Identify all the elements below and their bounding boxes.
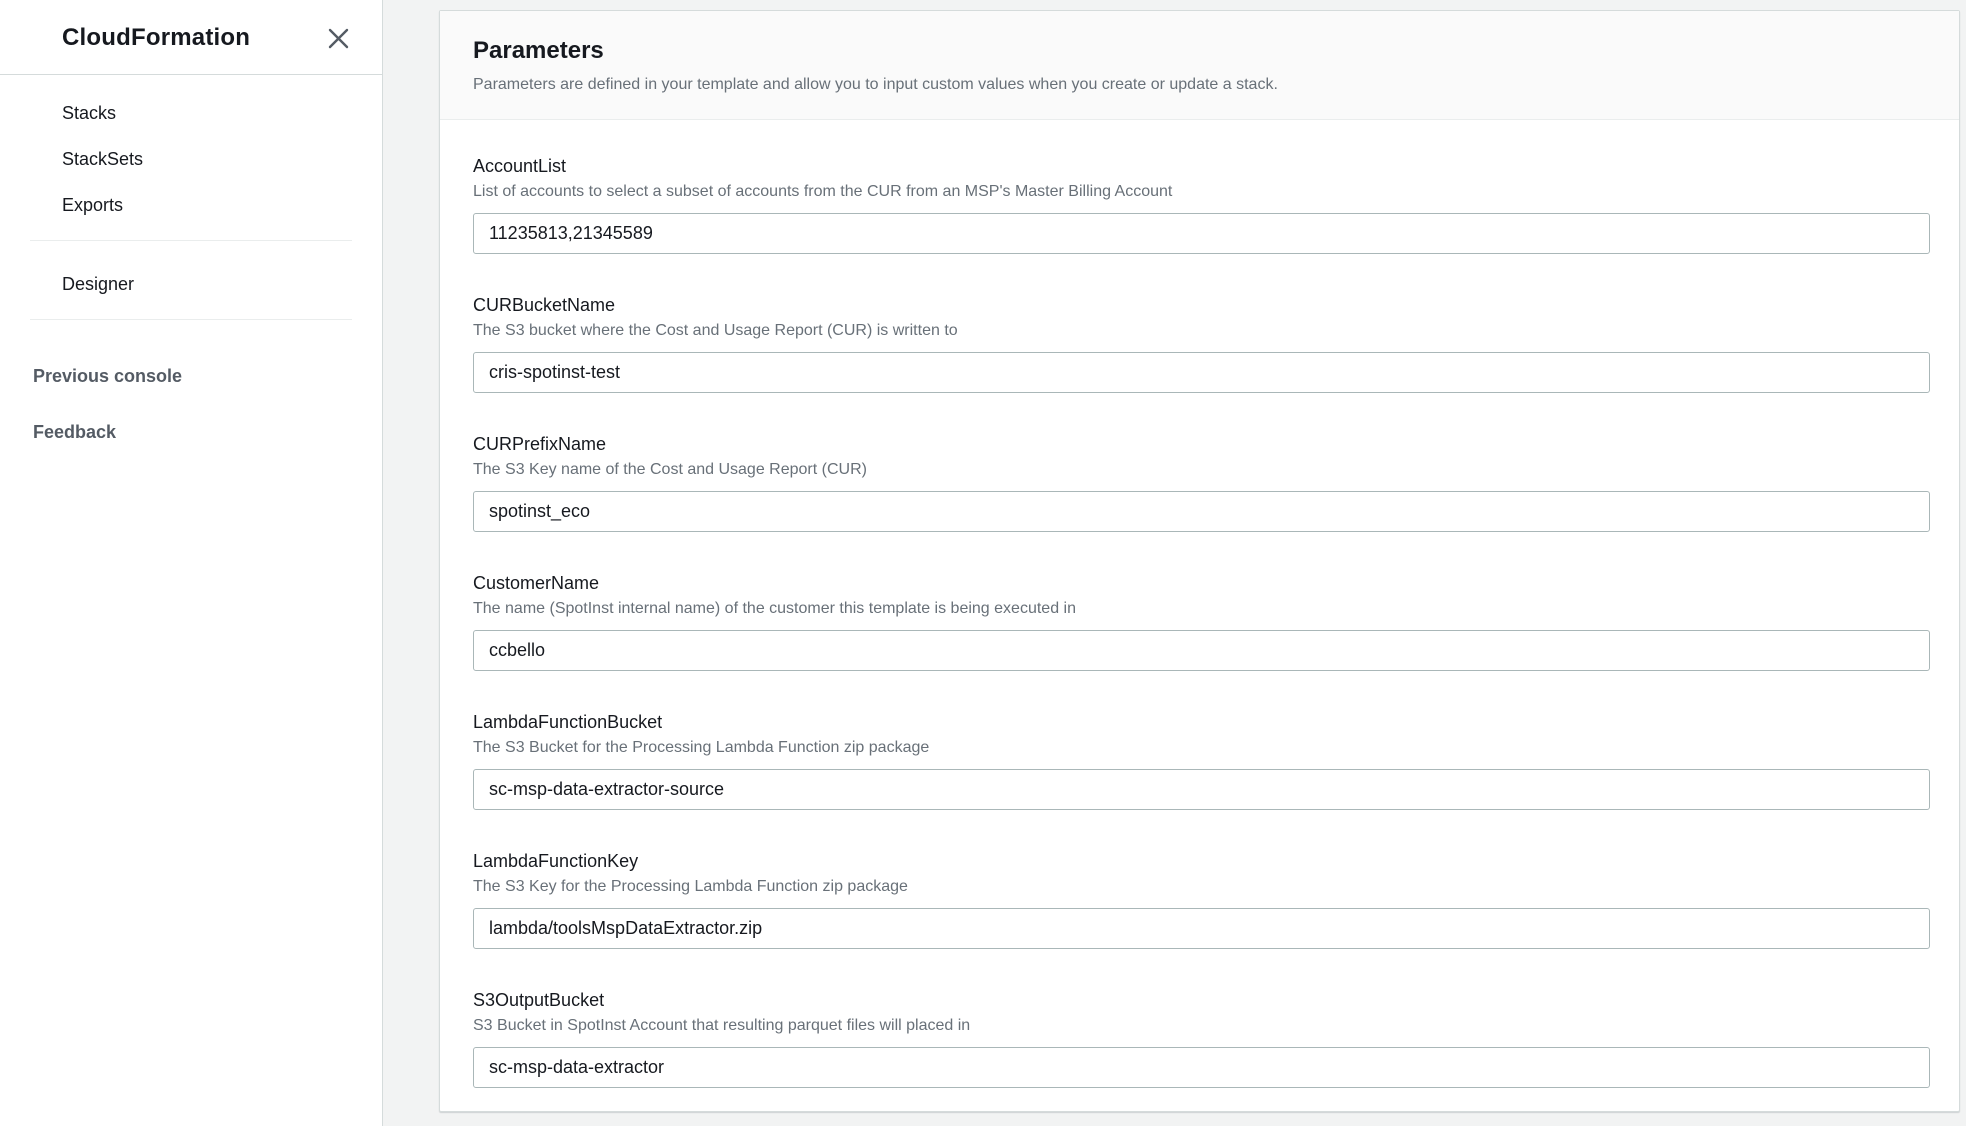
- page-title: Parameters: [473, 37, 604, 64]
- sidebar-divider: [30, 319, 352, 320]
- sidebar-item-stacks[interactable]: Stacks: [62, 103, 117, 123]
- accountlist-input[interactable]: [473, 213, 1930, 254]
- field-description: The S3 bucket where the Cost and Usage Report (CUR) is written to: [473, 322, 958, 339]
- field-description: The S3 Key for the Processing Lambda Function zip package: [473, 878, 908, 895]
- lambdafunctionkey-input[interactable]: [473, 908, 1930, 949]
- sidebar-title: CloudFormation: [62, 24, 251, 51]
- close-icon: [327, 38, 350, 53]
- field-lambdafunctionbucket: [473, 711, 1930, 810]
- sidebar-item-designer[interactable]: Designer: [62, 274, 135, 294]
- curprefixname-input[interactable]: [473, 491, 1930, 532]
- field-label: CURBucketName: [473, 295, 616, 315]
- sidebar-divider: [30, 240, 352, 241]
- s3outputbucket-input[interactable]: [473, 1047, 1930, 1088]
- field-label: LambdaFunctionKey: [473, 851, 639, 871]
- field-curbucketname: [473, 294, 1930, 393]
- field-description: The S3 Bucket for the Processing Lambda Function zip package: [473, 739, 930, 756]
- field-label: S3OutputBucket: [473, 990, 605, 1010]
- sidebar-item-stacksets[interactable]: StackSets: [62, 149, 144, 169]
- field-description: S3 Bucket in SpotInst Account that resulting parquet files will placed in: [473, 1017, 971, 1034]
- field-description: List of accounts to select a subset of accounts from the CUR from an MSP's Master Billing Account: [473, 183, 1173, 200]
- sidebar-item-feedback[interactable]: Feedback: [33, 422, 117, 442]
- parameters-panel: [439, 10, 1960, 1112]
- sidebar-header: [0, 0, 382, 74]
- field-label: CustomerName: [473, 573, 600, 593]
- field-accountlist: [473, 155, 1930, 254]
- parameters-panel-header: [440, 11, 1959, 120]
- field-s3outputbucket: [473, 989, 1930, 1088]
- field-description: The name (SpotInst internal name) of the customer this template is being executed in: [473, 600, 1076, 617]
- field-description: The S3 Key name of the Cost and Usage Report (CUR): [473, 461, 867, 478]
- field-curprefixname: [473, 433, 1930, 532]
- parameters-form: [440, 120, 1959, 1120]
- field-label: AccountList: [473, 156, 567, 176]
- close-sidebar-button[interactable]: [325, 25, 352, 52]
- panel-description: Parameters are defined in your template and allow you to input custom values when you create or update a stack.: [473, 76, 1278, 93]
- sidebar-item-exports[interactable]: Exports: [62, 195, 124, 215]
- customername-input[interactable]: [473, 630, 1930, 671]
- field-label: LambdaFunctionBucket: [473, 712, 663, 732]
- field-label: CURPrefixName: [473, 434, 607, 454]
- lambdafunctionbucket-input[interactable]: [473, 769, 1930, 810]
- field-lambdafunctionkey: [473, 850, 1930, 949]
- sidebar-nav: [0, 75, 382, 460]
- sidebar-footer: [0, 348, 382, 460]
- sidebar-item-previous-console[interactable]: Previous console: [33, 366, 183, 386]
- field-customername: [473, 572, 1930, 671]
- curbucketname-input[interactable]: [473, 352, 1930, 393]
- sidebar: [0, 0, 383, 1126]
